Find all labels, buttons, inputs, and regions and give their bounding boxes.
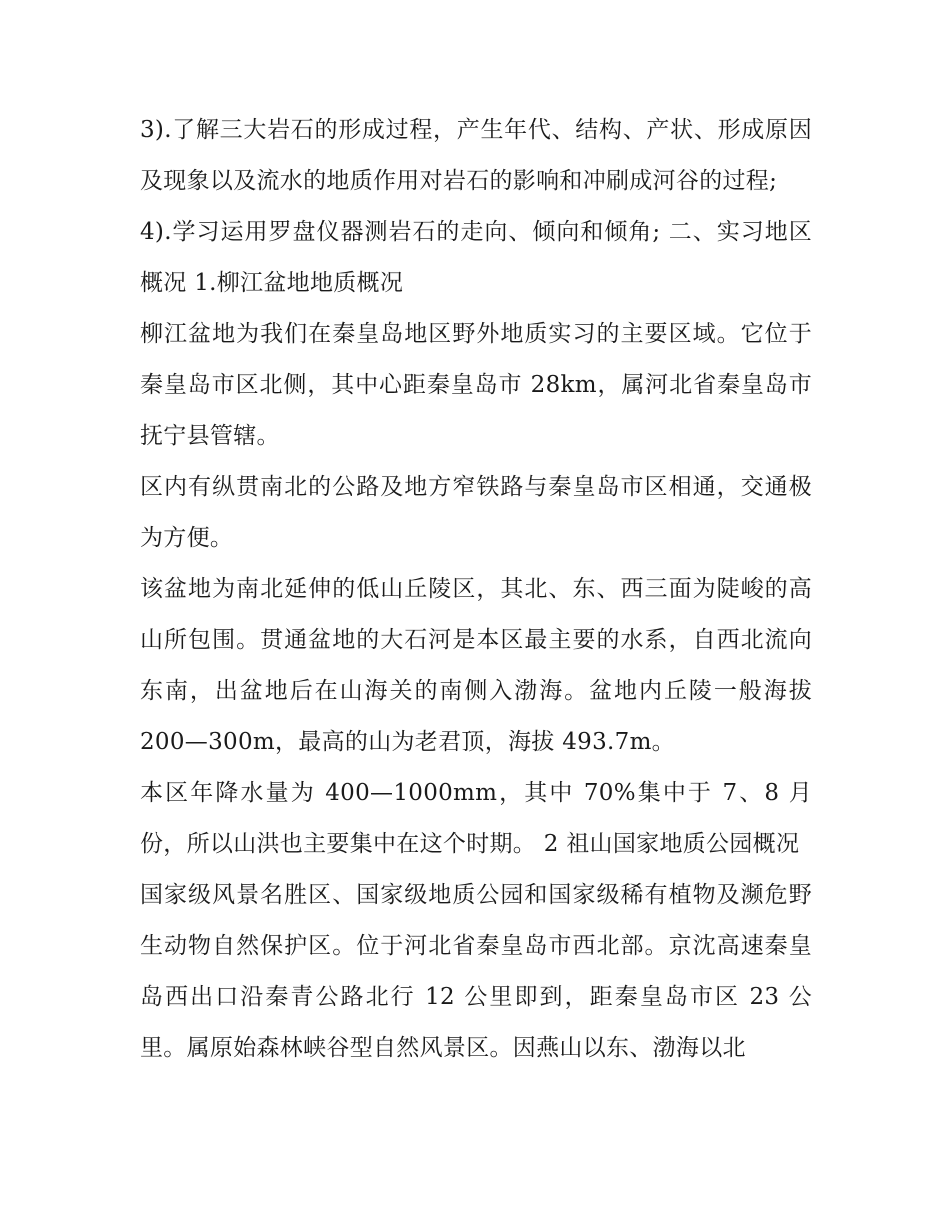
paragraph-liujiang-basin-location: 柳江盆地为我们在秦皇岛地区野外地质实习的主要区域。它位于秦皇岛市区北侧，其中心距秦皇岛市 28km，属河北省秦皇岛市抚宁县管辖。 — [140, 321, 812, 449]
paragraph-rock-formation: 3).了解三大岩石的形成过程，产生年代、结构、产状、形成原因及现象以及流水的地质作用对岩石的影响和冲刷成河谷的过程; — [140, 117, 812, 194]
paragraph-compass-and-region-overview: 4).学习运用罗盘仪器测岩石的走向、倾向和倾角; 二、实习地区概况 1.柳江盆地地质概况 — [140, 219, 812, 296]
paragraph-precipitation: 本区年降水量为 400—1000mm，其中 70%集中于 7、8 月份，所以山洪也主要集中在这个时期。 2 祖山国家地质公园概况 — [140, 780, 812, 857]
paragraph-zushan-geopark: 国家级风景名胜区、国家级地质公园和国家级稀有植物及濒危野生动物自然保护区。位于河北省秦皇岛市西北部。京沈高速秦皇岛西出口沿秦青公路北行 12 公里即到，距秦皇岛市区 23 公里。属原始森林峡谷型自然风景区。因燕山以东、渤海以北 — [140, 882, 812, 1061]
document-body — [140, 105, 812, 1074]
paragraph-basin-terrain: 该盆地为南北延伸的低山丘陵区，其北、东、西三面为陡峻的高山所包围。贯通盆地的大石河是本区最主要的水系，自西北流向东南，出盆地后在山海关的南侧入渤海。盆地内丘陵一般海拔 200—300m，最高的山为老君顶，海拔 493.7m。 — [140, 576, 812, 755]
paragraph-transportation: 区内有纵贯南北的公路及地方窄铁路与秦皇岛市区相通，交通极为方便。 — [140, 474, 812, 551]
